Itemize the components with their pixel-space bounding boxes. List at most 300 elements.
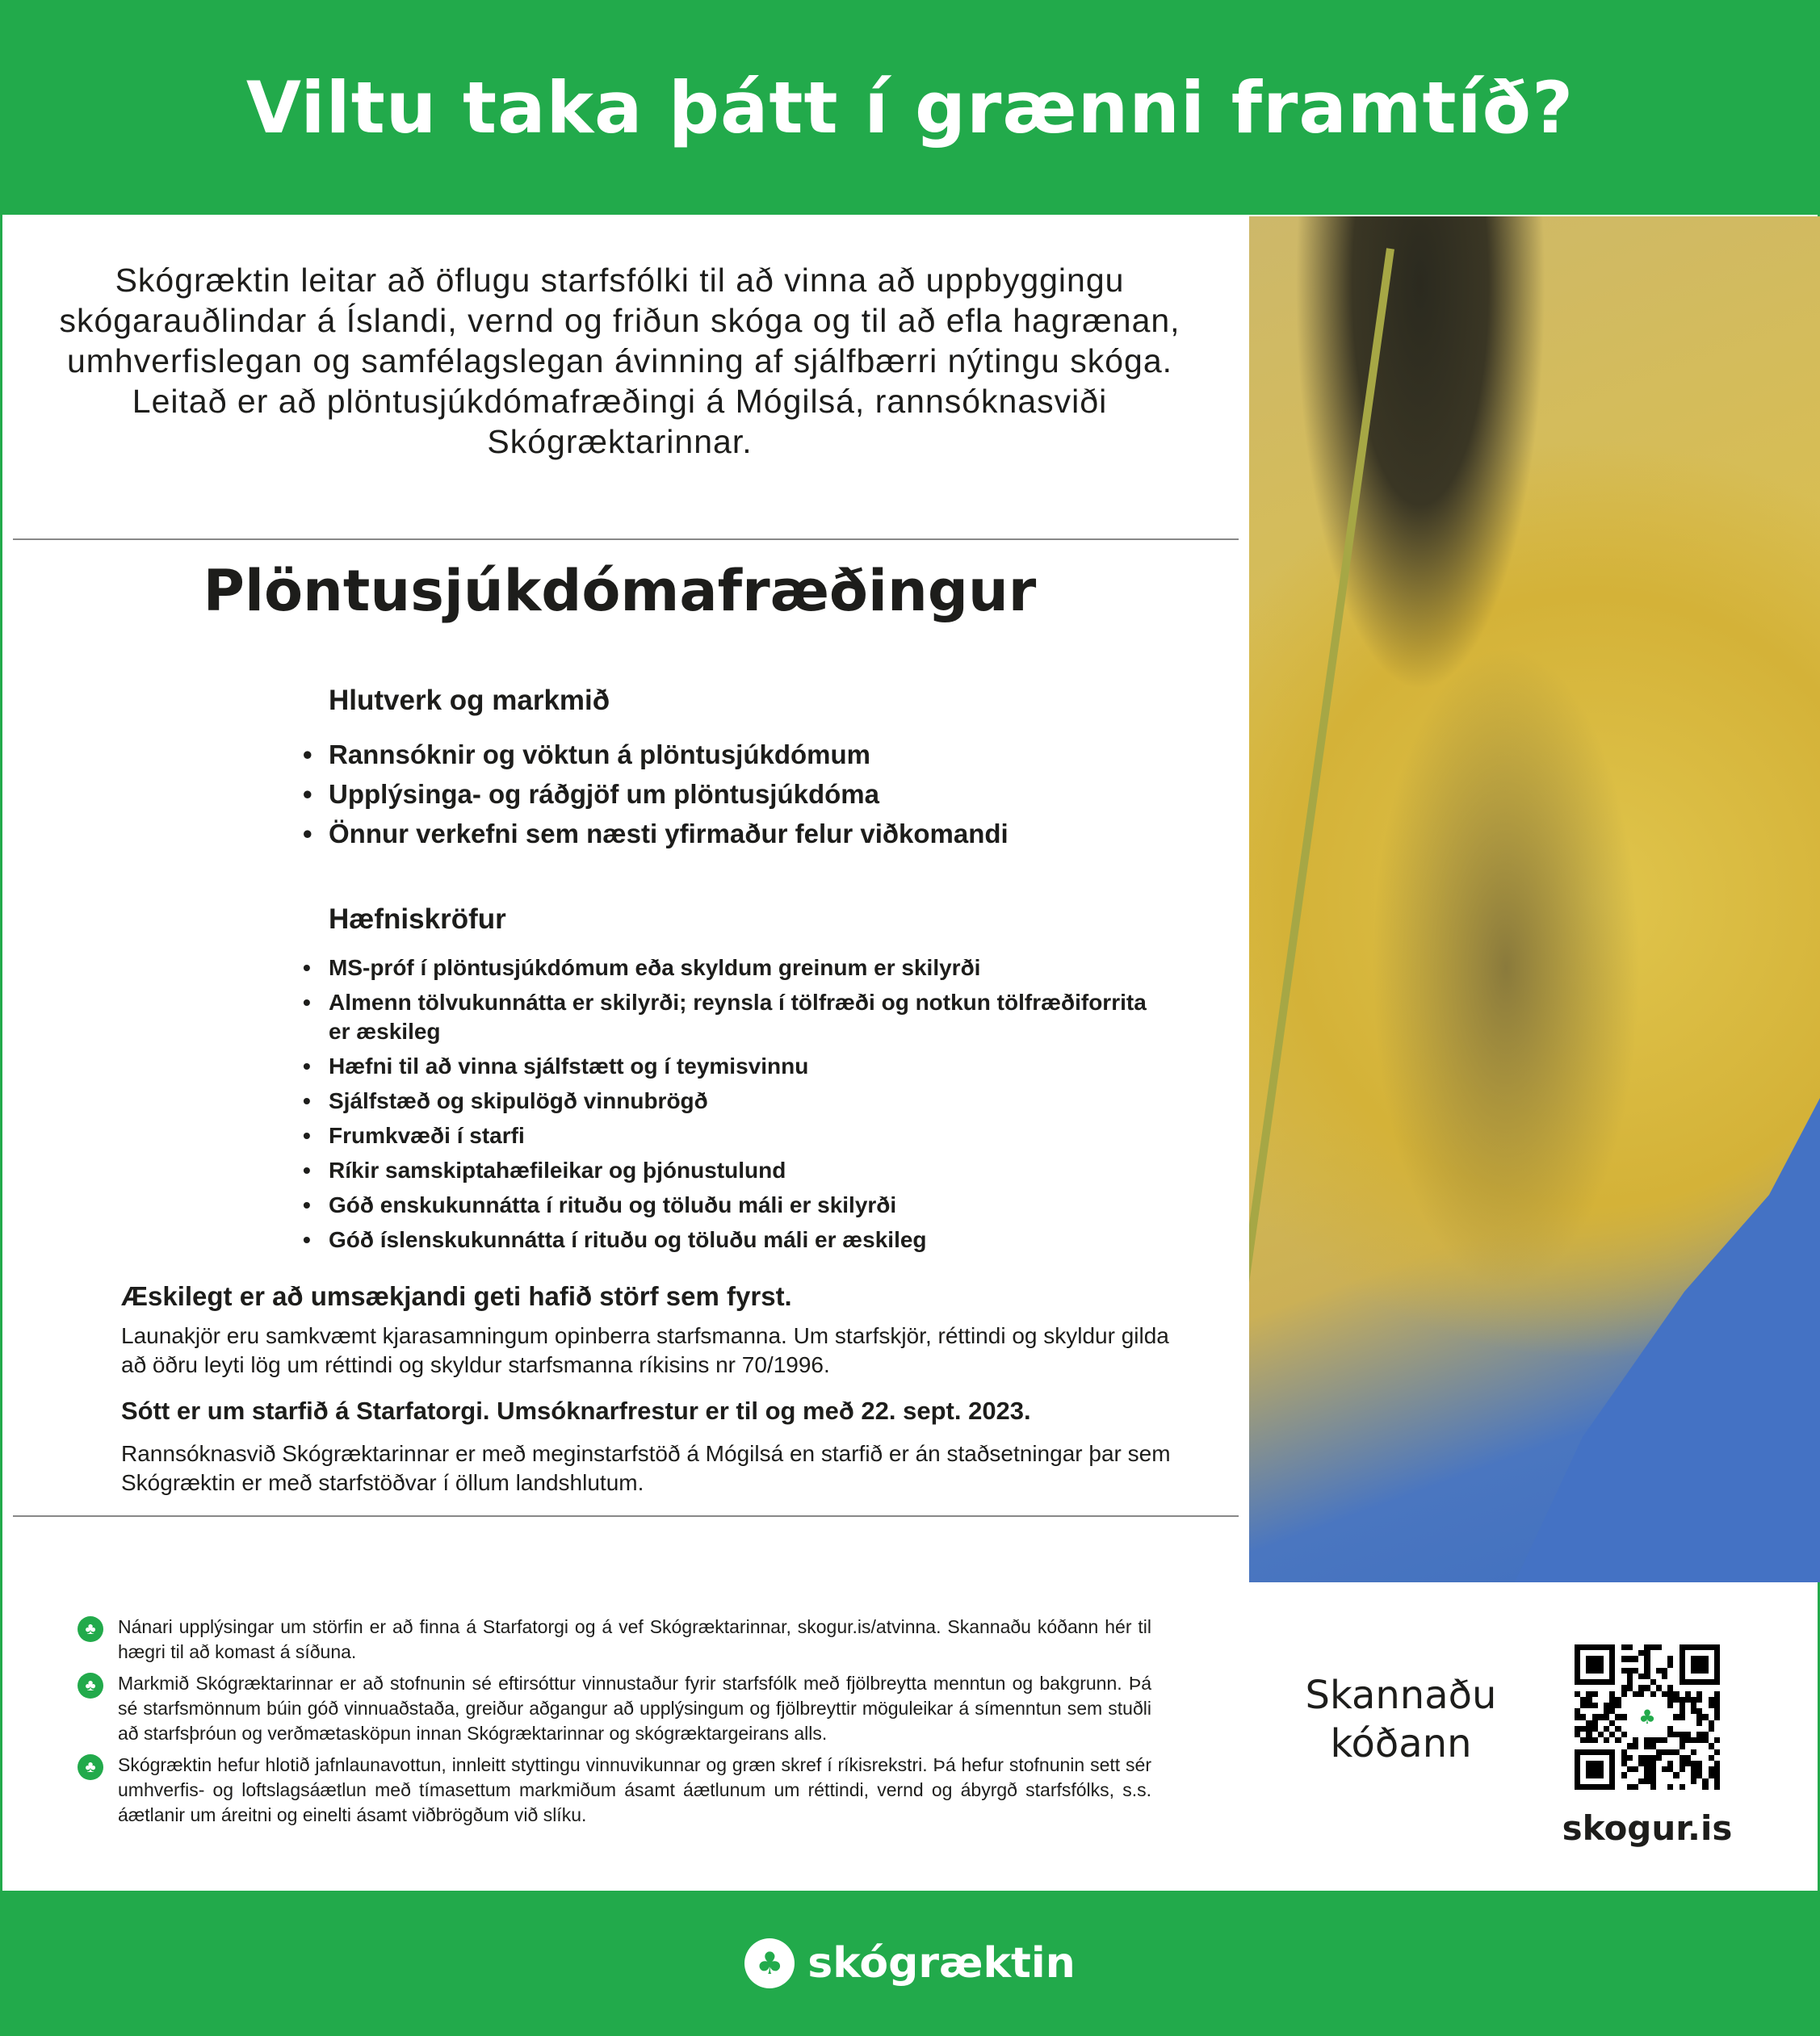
qr-module xyxy=(1685,1697,1691,1703)
qr-module xyxy=(1592,1714,1598,1720)
qr-module xyxy=(1638,1737,1644,1743)
qr-module xyxy=(1621,1644,1627,1650)
qr-module xyxy=(1575,1720,1580,1726)
qr-module xyxy=(1702,1708,1708,1714)
qr-module xyxy=(1673,1685,1679,1690)
qr-module xyxy=(1709,1749,1714,1755)
qr-module xyxy=(1691,1697,1696,1703)
qr-module xyxy=(1650,1685,1656,1690)
qr-module xyxy=(1604,1732,1609,1737)
qr-module xyxy=(1644,1761,1650,1766)
qr-module xyxy=(1667,1685,1673,1690)
qr-module xyxy=(1615,1761,1621,1766)
qr-module xyxy=(1685,1650,1691,1656)
qr-module xyxy=(1609,1650,1615,1656)
qr-module xyxy=(1680,1749,1685,1755)
qr-module xyxy=(1604,1761,1609,1766)
qr-module xyxy=(1575,1691,1580,1697)
qr-module xyxy=(1609,1685,1615,1690)
qr-module xyxy=(1714,1668,1720,1674)
qr-module xyxy=(1598,1784,1604,1790)
qr-module xyxy=(1580,1755,1586,1761)
qr-module xyxy=(1673,1737,1679,1743)
qr-module xyxy=(1598,1761,1604,1766)
qr-module xyxy=(1662,1737,1667,1743)
qr-module xyxy=(1685,1778,1691,1784)
qr-module xyxy=(1604,1662,1609,1668)
qr-module xyxy=(1656,1755,1662,1761)
qr-module xyxy=(1702,1761,1708,1766)
qr-module xyxy=(1691,1691,1696,1697)
qr-module xyxy=(1702,1650,1708,1656)
qr-module xyxy=(1609,1749,1615,1755)
qr-module xyxy=(1709,1685,1714,1690)
qr-module xyxy=(1580,1726,1586,1732)
qr-module xyxy=(1685,1679,1691,1685)
qr-module xyxy=(1662,1766,1667,1772)
qr-module xyxy=(1621,1755,1627,1761)
qr-module xyxy=(1650,1766,1656,1772)
tree-icon: ♣ xyxy=(78,1616,103,1642)
qr-module xyxy=(1621,1714,1627,1720)
qr-module xyxy=(1604,1668,1609,1674)
qr-module xyxy=(1685,1743,1691,1749)
qr-module xyxy=(1680,1703,1685,1708)
qr-module xyxy=(1586,1668,1591,1674)
qr-module xyxy=(1667,1772,1673,1778)
qr-module xyxy=(1709,1650,1714,1656)
qr-module xyxy=(1685,1737,1691,1743)
qr-module xyxy=(1680,1720,1685,1726)
divider xyxy=(13,538,1239,540)
roles-list xyxy=(303,735,1239,853)
qr-module xyxy=(1575,1662,1580,1668)
qr-module xyxy=(1714,1778,1720,1784)
qr-module xyxy=(1621,1743,1627,1749)
qr-module xyxy=(1680,1656,1685,1661)
qr-module xyxy=(1586,1650,1591,1656)
qr-module xyxy=(1714,1703,1720,1708)
qr-module xyxy=(1627,1743,1633,1749)
qr-module xyxy=(1685,1755,1691,1761)
qr-module xyxy=(1662,1772,1667,1778)
qr-module xyxy=(1685,1668,1691,1674)
qr-module xyxy=(1662,1644,1667,1650)
qr-module xyxy=(1580,1656,1586,1661)
qr-module xyxy=(1667,1726,1673,1732)
list-item: • Góð enskukunnátta í rituðu og töluðu máli er skilyrði xyxy=(303,1191,1151,1220)
qr-module xyxy=(1702,1656,1708,1661)
qr-module xyxy=(1638,1674,1644,1679)
qr-module xyxy=(1580,1732,1586,1737)
qr-module xyxy=(1638,1749,1644,1755)
qr-module xyxy=(1691,1685,1696,1690)
qr-module xyxy=(1598,1691,1604,1697)
salary-note: Launakjör eru samkvæmt kjarasamningum opinberra starfsmanna. Um starfskjör, réttindi og skyldur gilda að öðru leyti lög um réttindi og skyldur starfsmanna ríkisins nr 70/1996. xyxy=(121,1323,1169,1377)
qr-module xyxy=(1650,1656,1656,1661)
qr-module xyxy=(1680,1685,1685,1690)
divider xyxy=(13,1515,1239,1517)
qr-module xyxy=(1633,1662,1638,1668)
qr-module xyxy=(1680,1778,1685,1784)
qr-module xyxy=(1604,1755,1609,1761)
qr-module xyxy=(1691,1755,1696,1761)
qr-module xyxy=(1702,1772,1708,1778)
qr-module xyxy=(1691,1668,1696,1674)
qr-module xyxy=(1621,1679,1627,1685)
qr-module xyxy=(1604,1720,1609,1726)
qr-module xyxy=(1627,1656,1633,1661)
qr-module xyxy=(1673,1714,1679,1720)
footer-info xyxy=(78,1615,1151,1834)
qr-module xyxy=(1656,1668,1662,1674)
qr-module xyxy=(1667,1784,1673,1790)
qr-module xyxy=(1609,1743,1615,1749)
qr-module xyxy=(1650,1644,1656,1650)
qr-module xyxy=(1580,1714,1586,1720)
qr-module xyxy=(1580,1784,1586,1790)
qr-module xyxy=(1667,1720,1673,1726)
qr-module xyxy=(1656,1749,1662,1755)
qr-module xyxy=(1685,1656,1691,1661)
qr-module xyxy=(1673,1708,1679,1714)
qr-module xyxy=(1604,1656,1609,1661)
qr-module xyxy=(1592,1761,1598,1766)
qr-module xyxy=(1702,1755,1708,1761)
qr-module xyxy=(1621,1697,1627,1703)
qr-module xyxy=(1696,1691,1702,1697)
qr-module xyxy=(1709,1720,1714,1726)
qr-module xyxy=(1627,1737,1633,1743)
qr-module xyxy=(1696,1766,1702,1772)
qr-module xyxy=(1656,1644,1662,1650)
qr-module xyxy=(1691,1761,1696,1766)
qr-module xyxy=(1592,1772,1598,1778)
qr-module xyxy=(1621,1668,1627,1674)
qr-module xyxy=(1667,1691,1673,1697)
qr-module xyxy=(1615,1766,1621,1772)
qr-module xyxy=(1586,1656,1591,1661)
qr-module xyxy=(1680,1784,1685,1790)
qr-module xyxy=(1615,1685,1621,1690)
qr-module xyxy=(1580,1708,1586,1714)
qr-module xyxy=(1673,1691,1679,1697)
qr-module xyxy=(1633,1778,1638,1784)
scan-label: Skannaðu kóðann xyxy=(1305,1673,1497,1766)
qr-module xyxy=(1615,1720,1621,1726)
qr-module xyxy=(1621,1766,1627,1772)
qr-module xyxy=(1656,1685,1662,1690)
qr-module xyxy=(1685,1766,1691,1772)
qr-module xyxy=(1709,1726,1714,1732)
qr-module xyxy=(1575,1726,1580,1732)
qr-module xyxy=(1673,1766,1679,1772)
qr-module xyxy=(1609,1674,1615,1679)
qr-module xyxy=(1592,1720,1598,1726)
qr-module xyxy=(1627,1749,1633,1755)
qr-module xyxy=(1650,1650,1656,1656)
qr-module xyxy=(1598,1714,1604,1720)
qr-module xyxy=(1609,1772,1615,1778)
qr-module xyxy=(1644,1766,1650,1772)
qr-module xyxy=(1580,1703,1586,1708)
qr-module xyxy=(1650,1679,1656,1685)
qr-module xyxy=(1644,1668,1650,1674)
qr-module xyxy=(1633,1691,1638,1697)
qr-module xyxy=(1650,1749,1656,1755)
qr-module xyxy=(1580,1743,1586,1749)
qr-module xyxy=(1685,1720,1691,1726)
leaf-photo xyxy=(1249,216,1820,1582)
qr-module xyxy=(1627,1650,1633,1656)
qr-module xyxy=(1709,1784,1714,1790)
qr-module xyxy=(1627,1662,1633,1668)
qr-module xyxy=(1621,1685,1627,1690)
qr-module xyxy=(1714,1737,1720,1743)
qr-module xyxy=(1702,1732,1708,1737)
qr-module xyxy=(1575,1650,1580,1656)
qr-module xyxy=(1575,1708,1580,1714)
headline: Viltu taka þátt í grænni framtíð? xyxy=(245,65,1575,149)
brand-logo-icon: ♣ xyxy=(744,1938,795,1988)
qr-module xyxy=(1696,1732,1702,1737)
qr-module xyxy=(1638,1644,1644,1650)
qr-module xyxy=(1656,1778,1662,1784)
qr-module xyxy=(1604,1784,1609,1790)
qr-module xyxy=(1662,1674,1667,1679)
qr-module xyxy=(1604,1708,1609,1714)
qr-module xyxy=(1609,1737,1615,1743)
qr-module xyxy=(1644,1737,1650,1743)
qr-module xyxy=(1714,1726,1720,1732)
qr-module xyxy=(1685,1784,1691,1790)
qr-module xyxy=(1580,1697,1586,1703)
qr-module xyxy=(1615,1656,1621,1661)
qr-module xyxy=(1575,1685,1580,1690)
qr-module xyxy=(1702,1778,1708,1784)
qr-module xyxy=(1691,1662,1696,1668)
list-item: • Ríkir samskiptahæfileikar og þjónustulund xyxy=(303,1156,1151,1185)
qr-module xyxy=(1633,1668,1638,1674)
qr-module xyxy=(1680,1726,1685,1732)
qr-module xyxy=(1673,1743,1679,1749)
qr-module xyxy=(1580,1674,1586,1679)
qr-module xyxy=(1680,1697,1685,1703)
qr-module xyxy=(1667,1656,1673,1661)
qr-module xyxy=(1609,1644,1615,1650)
qr-module xyxy=(1598,1749,1604,1755)
qr-module xyxy=(1598,1703,1604,1708)
qr-module xyxy=(1615,1644,1621,1650)
qr-module xyxy=(1621,1778,1627,1784)
qr-module xyxy=(1680,1708,1685,1714)
footer-item: ♣ Markmið Skógræktarinnar er að stofnunin sé eftirsóttur vinnustaður fyrir starfsfólk með fjölbreytta menntun og bakgrunn. Þá sé starfsmönnum búin góð vinnuaðstaða, greiður aðgangur að upplýsingum og fjölbreyttir möguleikar á símenntun sem stuðli að starfsþróun og verðmætasköpun innan Skógræktarinnar og skógræktargeirans alls. xyxy=(78,1671,1151,1746)
qr-module xyxy=(1685,1714,1691,1720)
qr-module xyxy=(1575,1668,1580,1674)
qr-module xyxy=(1598,1743,1604,1749)
qr-module xyxy=(1604,1772,1609,1778)
qr-module xyxy=(1691,1720,1696,1726)
qr-module xyxy=(1598,1697,1604,1703)
qr-module xyxy=(1586,1674,1591,1679)
qr-module xyxy=(1592,1784,1598,1790)
qr-module xyxy=(1592,1674,1598,1679)
qr-module xyxy=(1592,1662,1598,1668)
qr-module xyxy=(1633,1650,1638,1656)
qr-module xyxy=(1604,1674,1609,1679)
qr-module xyxy=(1580,1662,1586,1668)
qr-module xyxy=(1615,1714,1621,1720)
qr-module xyxy=(1714,1674,1720,1679)
apply-note: Sótt er um starfið á Starfatorgi. Umsóknarfrestur er til og með 22. sept. 2023. xyxy=(121,1397,1031,1425)
qr-module xyxy=(1650,1778,1656,1784)
footer-item: ♣ Skógræktin hefur hlotið jafnlaunavottun, innleitt styttingu vinnuvikunnar og græn skref í ríkisrekstri. Þá hefur stofnunin sett sér umhverfis- og loftslagsáætlun með tímasettum markmiðum ásamt áætlunum um réttindi, vernd og ábyrgð starfsfólks, s.s. áætlanir um áreitni og einelti ásamt viðbrögðum við slíku. xyxy=(78,1753,1151,1828)
qr-module xyxy=(1633,1761,1638,1766)
qr-module xyxy=(1586,1761,1591,1766)
qr-module xyxy=(1609,1691,1615,1697)
qr-module xyxy=(1667,1749,1673,1755)
qr-module xyxy=(1644,1755,1650,1761)
list-item: • MS-próf í plöntusjúkdómum eða skyldum greinum er skilyrði xyxy=(303,953,1151,982)
website-link[interactable]: skogur.is xyxy=(1562,1808,1733,1848)
qr-module xyxy=(1644,1674,1650,1679)
qr-module xyxy=(1644,1784,1650,1790)
qr-module xyxy=(1592,1708,1598,1714)
qr-module xyxy=(1586,1766,1591,1772)
qr-module xyxy=(1638,1656,1644,1661)
qr-module xyxy=(1667,1662,1673,1668)
qr-module xyxy=(1685,1772,1691,1778)
qr-module xyxy=(1709,1743,1714,1749)
qr-module xyxy=(1604,1766,1609,1772)
qr-module xyxy=(1691,1766,1696,1772)
qr-module xyxy=(1673,1668,1679,1674)
qr-module xyxy=(1673,1662,1679,1668)
qr-module xyxy=(1604,1714,1609,1720)
qr-module xyxy=(1586,1685,1591,1690)
qr-module xyxy=(1633,1656,1638,1661)
qr-module xyxy=(1714,1743,1720,1749)
qr-module xyxy=(1638,1691,1644,1697)
qr-module xyxy=(1650,1668,1656,1674)
qr-module xyxy=(1673,1732,1679,1737)
qr-module xyxy=(1575,1679,1580,1685)
qr-module xyxy=(1673,1674,1679,1679)
qr-module xyxy=(1702,1726,1708,1732)
qr-module xyxy=(1604,1650,1609,1656)
qr-module xyxy=(1680,1737,1685,1743)
qr-module xyxy=(1709,1772,1714,1778)
qr-module xyxy=(1621,1772,1627,1778)
qr-module xyxy=(1662,1679,1667,1685)
roles-heading: Hlutverk og markmið xyxy=(329,685,610,716)
qr-module xyxy=(1604,1778,1609,1784)
qr-module xyxy=(1696,1644,1702,1650)
qr-module xyxy=(1656,1766,1662,1772)
qr-module xyxy=(1696,1685,1702,1690)
qr-module xyxy=(1586,1784,1591,1790)
qr-module xyxy=(1680,1755,1685,1761)
qr-module xyxy=(1667,1668,1673,1674)
qr-module xyxy=(1656,1784,1662,1790)
qr-module xyxy=(1615,1703,1621,1708)
list-item: • Góð íslenskukunnátta í rituðu og töluðu máli er æskileg xyxy=(303,1225,1151,1255)
qr-module xyxy=(1673,1755,1679,1761)
qr-module xyxy=(1709,1697,1714,1703)
qr-module xyxy=(1638,1662,1644,1668)
qr-module xyxy=(1621,1726,1627,1732)
qr-module xyxy=(1609,1656,1615,1661)
qr-module xyxy=(1575,1784,1580,1790)
qr-module xyxy=(1580,1691,1586,1697)
qr-module xyxy=(1702,1784,1708,1790)
qr-logo-icon: ♣ xyxy=(1627,1697,1667,1737)
qr-module xyxy=(1702,1743,1708,1749)
qr-module xyxy=(1592,1656,1598,1661)
qr-module xyxy=(1633,1772,1638,1778)
qr-module xyxy=(1709,1691,1714,1697)
qr-module xyxy=(1621,1708,1627,1714)
qr-module xyxy=(1609,1703,1615,1708)
qr-module xyxy=(1650,1755,1656,1761)
qr-module xyxy=(1685,1691,1691,1697)
requirements-list xyxy=(303,953,1151,1260)
qr-module xyxy=(1615,1697,1621,1703)
qr-module xyxy=(1667,1737,1673,1743)
qr-module xyxy=(1696,1726,1702,1732)
qr-module xyxy=(1685,1662,1691,1668)
qr-module xyxy=(1575,1732,1580,1737)
qr-module xyxy=(1638,1668,1644,1674)
qr-module xyxy=(1691,1679,1696,1685)
qr-module xyxy=(1673,1749,1679,1755)
qr-module xyxy=(1633,1737,1638,1743)
qr-module xyxy=(1667,1743,1673,1749)
qr-module xyxy=(1667,1732,1673,1737)
qr-module xyxy=(1627,1644,1633,1650)
qr-module xyxy=(1621,1674,1627,1679)
qr-module xyxy=(1621,1732,1627,1737)
qr-module xyxy=(1604,1697,1609,1703)
qr-module xyxy=(1592,1697,1598,1703)
qr-module xyxy=(1691,1772,1696,1778)
qr-module xyxy=(1691,1708,1696,1714)
qr-module xyxy=(1575,1778,1580,1784)
requirements-heading: Hæfniskröfur xyxy=(329,903,506,935)
qr-module xyxy=(1696,1755,1702,1761)
qr-module xyxy=(1696,1743,1702,1749)
list-item: • Önnur verkefni sem næsti yfirmaður felur viðkomandi xyxy=(303,814,1239,853)
brand-name: skógræktin xyxy=(807,1939,1076,1988)
tree-icon: ♣ xyxy=(78,1673,103,1699)
qr-module xyxy=(1680,1644,1685,1650)
qr-module xyxy=(1662,1650,1667,1656)
qr-module xyxy=(1714,1714,1720,1720)
qr-module xyxy=(1598,1662,1604,1668)
qr-module xyxy=(1667,1679,1673,1685)
qr-module xyxy=(1615,1743,1621,1749)
qr-module xyxy=(1592,1749,1598,1755)
qr-module xyxy=(1673,1656,1679,1661)
qr-module xyxy=(1598,1656,1604,1661)
qr-module xyxy=(1714,1761,1720,1766)
qr-module xyxy=(1656,1656,1662,1661)
qr-module xyxy=(1638,1685,1644,1690)
qr-module xyxy=(1638,1679,1644,1685)
qr-module xyxy=(1586,1720,1591,1726)
qr-module xyxy=(1667,1703,1673,1708)
qr-module xyxy=(1621,1662,1627,1668)
